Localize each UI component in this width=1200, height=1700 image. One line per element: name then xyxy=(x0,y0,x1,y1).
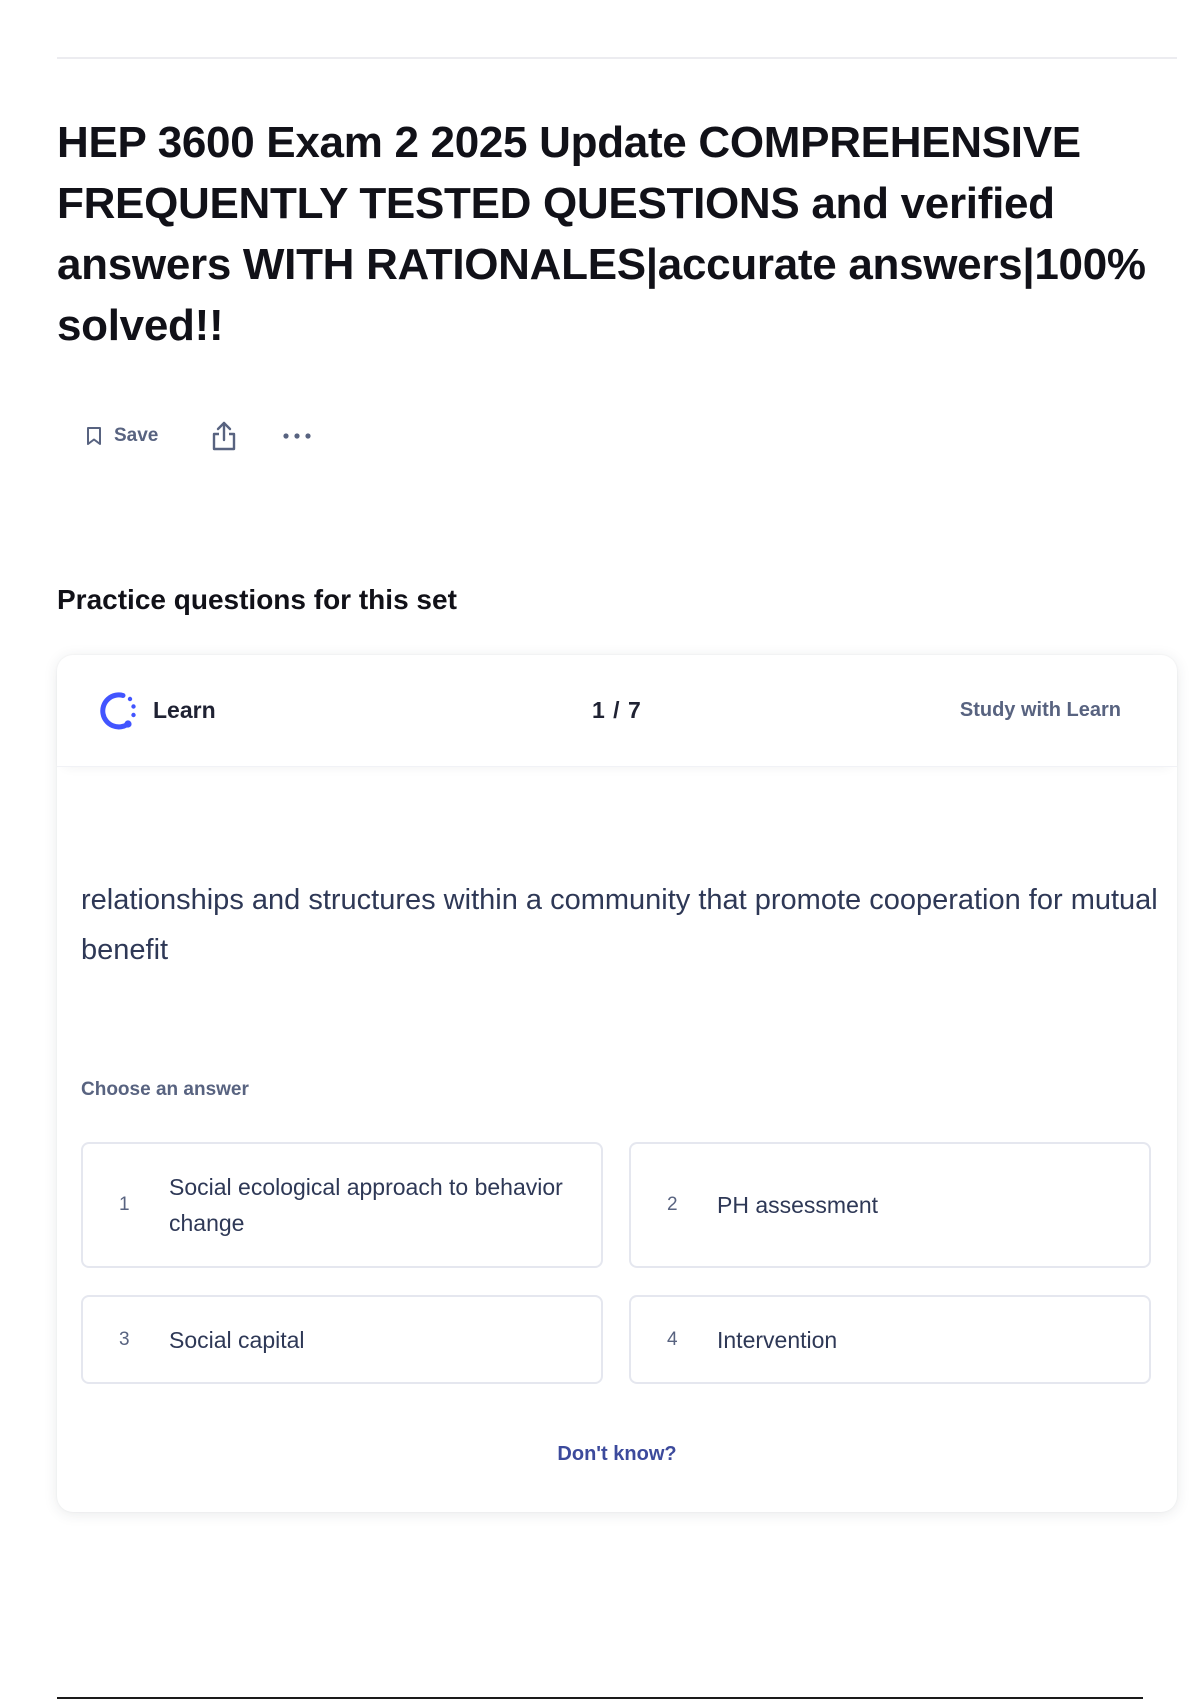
bottom-divider xyxy=(57,1697,1143,1699)
more-horizontal-icon xyxy=(282,432,312,440)
answer-text: Social capital xyxy=(169,1326,305,1353)
answer-option-3[interactable] xyxy=(81,1295,603,1384)
answer-option-2[interactable] xyxy=(629,1142,1151,1268)
section-title: Practice questions for this set xyxy=(57,584,457,615)
save-button[interactable] xyxy=(78,421,166,451)
practice-question-card xyxy=(57,655,1177,1512)
answer-text: PH assessment xyxy=(717,1192,879,1218)
dont-know-button[interactable]: Don't know? xyxy=(557,1443,677,1465)
top-divider xyxy=(57,57,1177,59)
page-title: HEP 3600 Exam 2 2025 Update COMPREHENSIVE FREQUENTLY TESTED QUESTIONS and verified answers WITH RATIONALES|accurate answers|100% solved!! xyxy=(57,118,1146,350)
learn-label: Learn xyxy=(153,696,216,723)
share-button[interactable] xyxy=(206,416,242,456)
answer-number: 2 xyxy=(667,1194,678,1215)
answer-option-1[interactable] xyxy=(81,1142,603,1268)
save-label: Save xyxy=(114,425,159,446)
answer-number: 3 xyxy=(119,1328,130,1350)
answer-option-4[interactable] xyxy=(629,1295,1151,1384)
answer-number: 1 xyxy=(119,1194,130,1215)
choose-answer-label: Choose an answer xyxy=(81,1079,249,1100)
learn-mode-label xyxy=(95,688,216,732)
bookmark-icon xyxy=(86,426,102,446)
answer-text: Intervention xyxy=(717,1326,838,1353)
question-progress: 1 / 7 xyxy=(592,697,642,723)
card-header xyxy=(57,655,1177,767)
study-with-learn-link[interactable]: Study with Learn xyxy=(959,699,1121,721)
share-icon xyxy=(210,420,238,452)
answer-number: 4 xyxy=(667,1328,678,1350)
action-bar xyxy=(78,416,316,456)
learn-progress-icon xyxy=(95,688,139,732)
answer-text: Social ecological approach to behavior change xyxy=(169,1174,563,1236)
more-options-button[interactable] xyxy=(278,428,316,444)
question-text: relationships and structures within a community that promote cooperation for mutual benefit xyxy=(81,884,1158,966)
